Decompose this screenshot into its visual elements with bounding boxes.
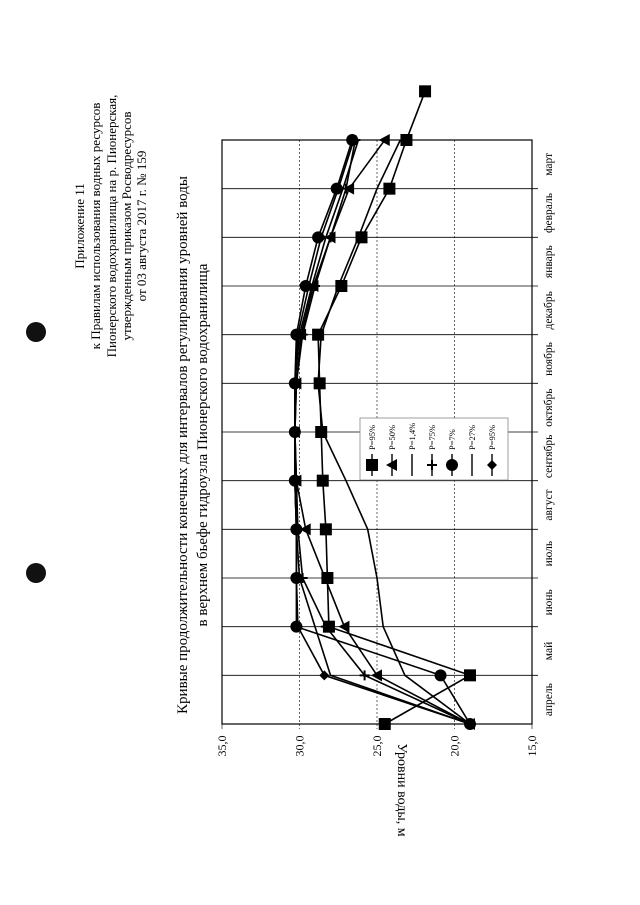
legend-label: P=27%: [467, 424, 477, 450]
y-tick-label: 30,0: [292, 735, 307, 757]
series-curve: [312, 85, 476, 730]
marker-square: [314, 377, 326, 389]
legend-label: P=95%: [367, 424, 377, 450]
legend: [360, 418, 508, 480]
x-category-label: июль: [543, 540, 555, 567]
x-category-label: сентябрь: [543, 434, 555, 479]
x-category-label: август: [543, 489, 555, 521]
legend-entry: [366, 425, 378, 476]
marker-square: [317, 475, 329, 487]
legend-label: P=1,4%: [407, 422, 417, 450]
x-category-label: апрель: [543, 683, 555, 717]
x-category-labels: [543, 153, 555, 716]
marker-square: [366, 459, 378, 471]
legend-label: P=7%: [447, 429, 457, 450]
chart-title: [175, 176, 211, 714]
marker-square: [320, 523, 332, 535]
legend-label: P=50%: [387, 424, 397, 450]
marker-square: [383, 183, 395, 195]
appendix-line: от 03 августа 2017 г. № 159: [134, 150, 149, 302]
appendix-header: [72, 95, 149, 358]
data-curves: [289, 85, 476, 730]
marker-triangle: [379, 134, 390, 146]
marker-square: [400, 134, 412, 146]
x-category-label: декабрь: [543, 291, 555, 330]
y-axis-label: Уровни воды, м: [394, 743, 409, 837]
y-tick-labels: [215, 736, 539, 757]
x-category-label: октябрь: [543, 388, 555, 427]
appendix-line: к Правилам использования водных ресурсов: [88, 102, 103, 350]
chart-title-line2: в верхнем бьефе гидроузла Пионерского водохранилища: [195, 263, 211, 627]
x-category-label: январь: [543, 245, 555, 279]
marker-square: [379, 718, 391, 730]
appendix-line: Приложение 11: [72, 183, 87, 269]
x-category-label: июнь: [543, 589, 555, 616]
x-category-label: май: [543, 641, 555, 661]
chart-title-line1: Кривые продолжительности конечных для интервалов регулирования уровней воды: [175, 176, 191, 714]
appendix-line: Пионерского водохранилища на р. Пионерская,: [104, 94, 119, 358]
appendix-line: утвержденным приказом Росводресурсов: [119, 111, 134, 341]
marker-circle: [446, 459, 458, 471]
marker-diamond: [319, 670, 329, 680]
x-category-label: февраль: [543, 193, 555, 233]
y-tick-label: 25,0: [370, 735, 384, 757]
y-tick-label: 15,0: [525, 735, 539, 757]
x-category-label: март: [543, 152, 555, 176]
marker-square: [419, 85, 431, 97]
legend-label: P=75%: [427, 424, 437, 450]
legend-label: P=95%: [487, 424, 497, 450]
y-tick-label: 35,0: [215, 735, 229, 757]
y-tick-label: 20,0: [447, 735, 462, 757]
marker-square: [464, 669, 476, 681]
x-category-label: ноябрь: [543, 342, 555, 376]
marker-circle: [435, 669, 447, 681]
